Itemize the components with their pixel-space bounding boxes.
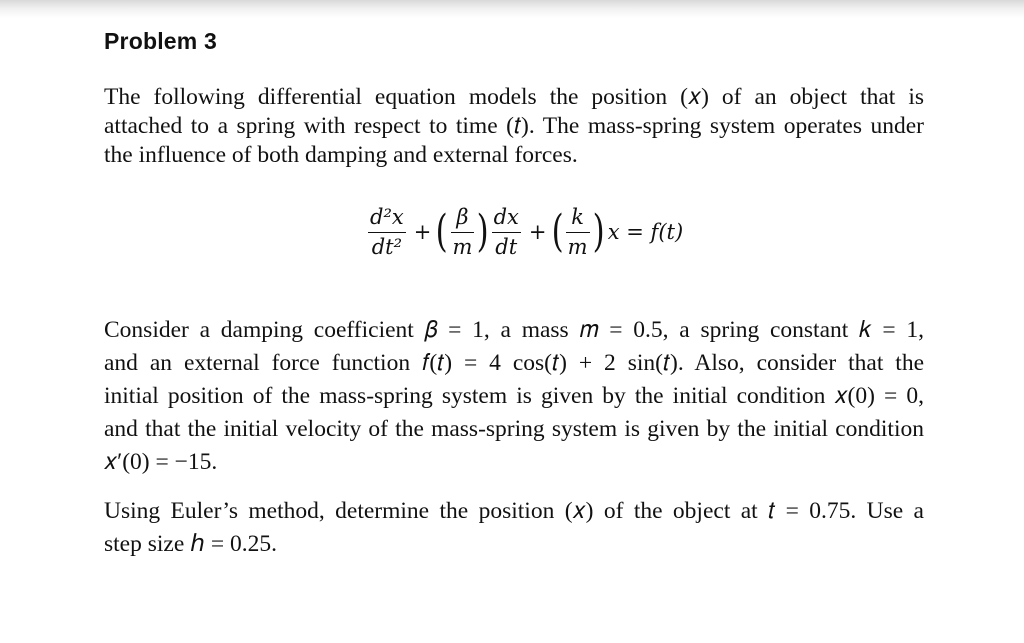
intro-line-3: the influence of both damping and external forces. xyxy=(104,142,578,168)
right-paren-icon: ) xyxy=(592,206,605,257)
right-paren-icon: ) xyxy=(476,206,490,257)
conditions-line-1: Consider a damping coefficient 𝛽 = 1, a mass 𝑚 = 0.5, a spring constant 𝑘 = 1, xyxy=(104,317,924,343)
plus-operator-2: + xyxy=(528,220,547,244)
intro-paragraph xyxy=(104,83,924,170)
fraction-bar xyxy=(368,232,406,233)
damping-numerator: β xyxy=(456,204,469,229)
left-paren-icon: ( xyxy=(435,206,448,257)
first-derivative-denominator: dt xyxy=(495,235,518,260)
page-top-shadow xyxy=(0,0,1024,18)
conditions-line-5: 𝑥′(0) = −15. xyxy=(104,449,218,475)
left-paren-icon: ( xyxy=(551,206,564,257)
stiffness-ratio-fraction xyxy=(566,205,590,259)
first-derivative-fraction xyxy=(492,205,521,259)
task-line-1: Using Euler’s method, determine the position (𝑥) of the object at 𝑡 = 0.75. Use a xyxy=(104,498,924,524)
fraction-bar xyxy=(566,232,590,233)
task-paragraph xyxy=(104,495,924,561)
conditions-line-4: and that the initial velocity of the mass-spring system is given by the initial condition xyxy=(104,416,924,442)
differential-equation xyxy=(365,196,695,268)
conditions-paragraph xyxy=(104,314,924,479)
stiffness-denominator: m xyxy=(567,235,588,260)
intro-line-2: attached to a spring with respect to time (𝑡). The mass-spring system operates under xyxy=(104,113,924,139)
equation-rhs: x = f(t) xyxy=(607,220,684,244)
damping-denominator: m xyxy=(452,235,473,260)
fraction-bar xyxy=(451,232,475,233)
intro-line-1: The following differential equation models the position (𝑥) of an object that is xyxy=(104,84,924,110)
fraction-bar xyxy=(492,232,521,233)
first-derivative-numerator: dx xyxy=(493,204,519,229)
second-derivative-numerator: d²x xyxy=(370,204,404,229)
stiffness-numerator: k xyxy=(571,204,584,229)
plus-operator-1: + xyxy=(413,220,432,244)
task-line-2: step size ℎ = 0.25. xyxy=(104,531,278,557)
conditions-line-3: initial position of the mass-spring system is given by the initial condition 𝑥(0) = 0, xyxy=(104,383,924,409)
problem-heading: Problem 3 xyxy=(104,28,218,54)
conditions-line-2: and an external force function 𝑓(𝑡) = 4 cos(𝑡) + 2 sin(𝑡). Also, consider that the xyxy=(104,350,924,376)
second-derivative-fraction xyxy=(368,205,406,259)
second-derivative-denominator: dt² xyxy=(371,235,403,260)
damping-ratio-fraction xyxy=(451,205,475,259)
